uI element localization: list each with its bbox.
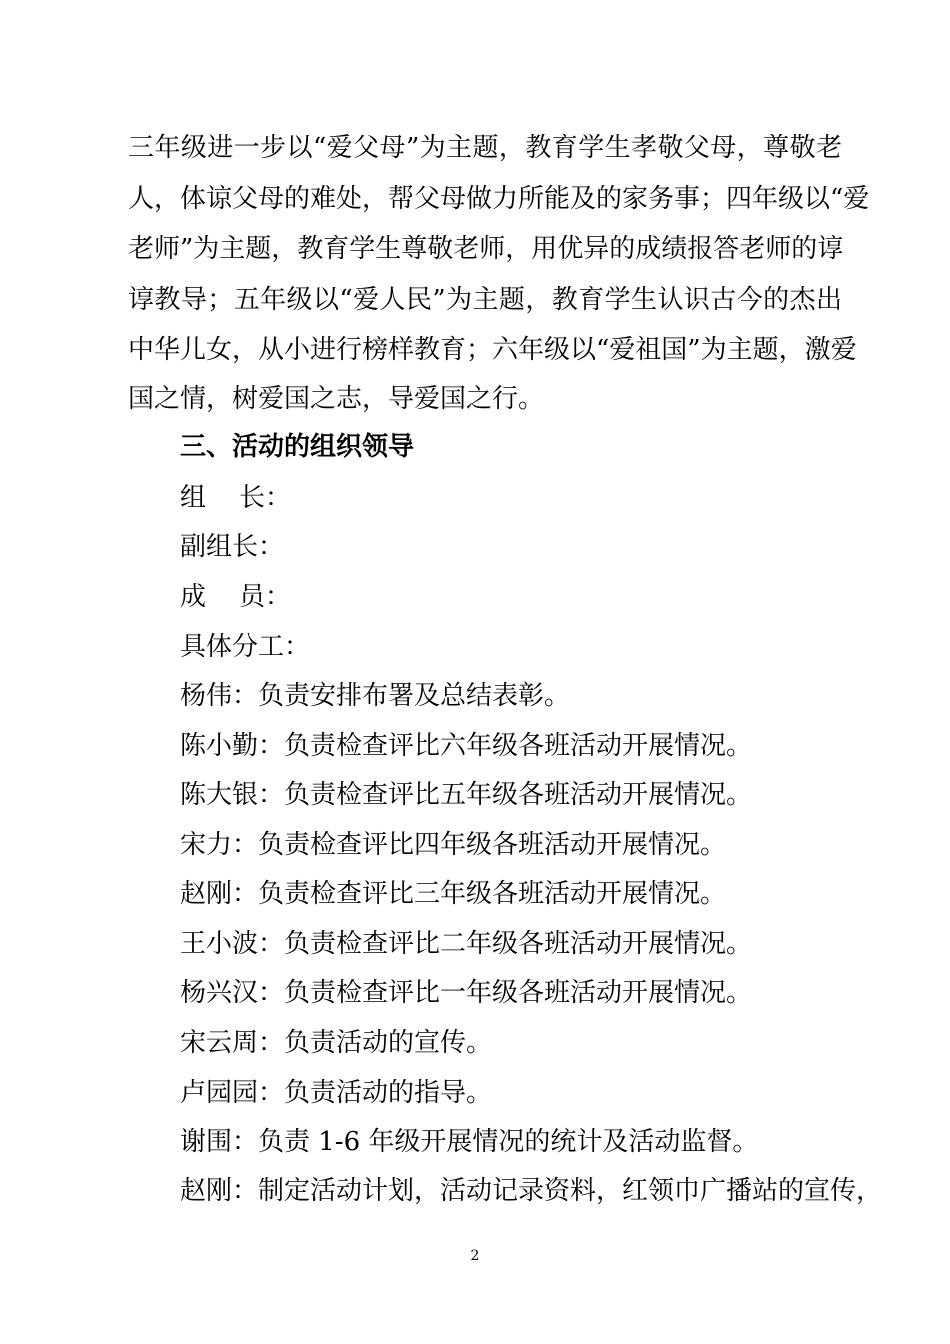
assignment-item: 杨兴汉：负责检查评比一年级各班活动开展情况。 [180, 978, 753, 1008]
assignment-item: 陈大银：负责检查评比五年级各班活动开展情况。 [180, 780, 753, 810]
assignment-item: 赵刚：负责检查评比三年级各班活动开展情况。 [180, 879, 727, 909]
page-number: 2 [470, 1248, 480, 1264]
division-of-labor-label: 具体分工： [180, 632, 311, 662]
assignment-item: 谢围：负责 1-6 年级开展情况的统计及活动监督。 [180, 1127, 759, 1157]
paragraph-line: 老师”为主题，教育学生尊敬老师，用优异的成绩报答老师的谆 [128, 234, 844, 264]
members-label: 成 员： [180, 582, 292, 612]
assignment-item: 宋力：负责检查评比四年级各班活动开展情况。 [180, 830, 727, 860]
paragraph-line: 人，体谅父母的难处，帮父母做力所能及的家务事；四年级以“爱 [128, 184, 870, 214]
assignment-item: 王小波：负责检查评比二年级各班活动开展情况。 [180, 929, 753, 959]
leader-label: 组 长： [180, 483, 292, 513]
deputy-leader-label: 副组长： [180, 532, 285, 562]
paragraph-line: 国之情，树爱国之志，导爱国之行。 [128, 384, 545, 414]
assignment-item: 卢园园：负责活动的指导。 [180, 1078, 493, 1108]
assignment-item: 宋云周：负责活动的宣传。 [180, 1028, 493, 1058]
paragraph-line: 三年级进一步以“爱父母”为主题，教育学生孝敬父母，尊敬老 [128, 133, 842, 163]
assignment-item: 杨伟：负责安排布署及总结表彰。 [180, 681, 571, 711]
assignment-item: 赵刚：制定活动计划，活动记录资料，红领巾广播站的宣传， [180, 1176, 883, 1206]
paragraph-line: 中华儿女，从小进行榜样教育；六年级以“爱祖国”为主题，激爱 [128, 335, 857, 365]
paragraph-line: 谆教导；五年级以“爱人民”为主题，教育学生认识古今的杰出 [128, 285, 842, 315]
assignment-item: 陈小勤：负责检查评比六年级各班活动开展情况。 [180, 731, 753, 761]
section-heading: 三、活动的组织领导 [180, 432, 415, 462]
